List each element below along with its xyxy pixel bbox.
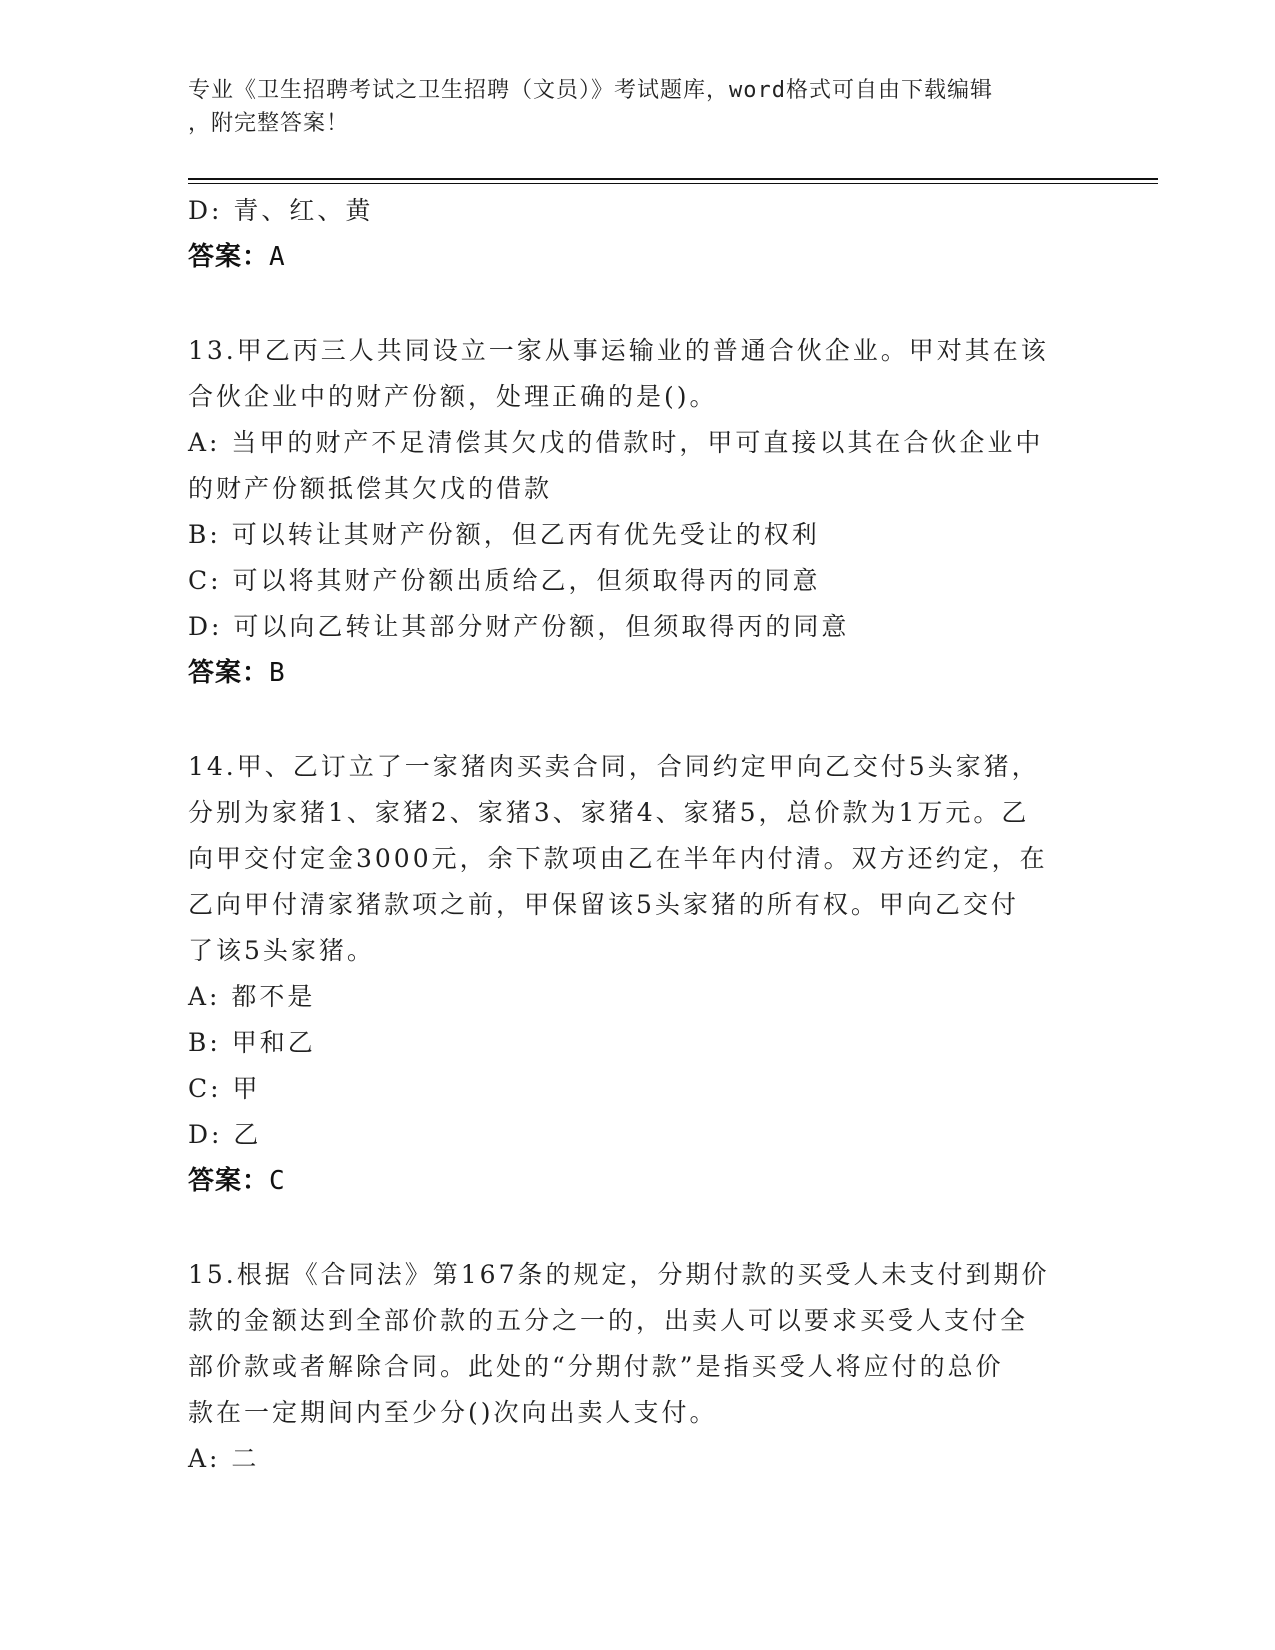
answer-label: 答案：: [188, 658, 270, 688]
header-divider-thick: [188, 178, 1158, 180]
spacer: [188, 696, 1083, 744]
answer-label: 答案：: [188, 242, 270, 272]
spacer: [188, 280, 1083, 328]
option-b: B: 甲和乙: [188, 1028, 316, 1057]
spacer: [188, 1204, 1083, 1252]
question-stem-line: 款的金额达到全部价款的五分之一的，出卖人可以要求买受人支付全: [188, 1306, 1029, 1335]
question-stem-line: 款在一定期间内至少分()次向出卖人支付。: [188, 1398, 718, 1427]
document-header: [188, 74, 1088, 140]
question-stem-line: 分别为家猪1、家猪2、家猪3、家猪4、家猪5，总价款为1万元。乙: [188, 798, 1030, 827]
option-d: D: 可以向乙转让其部分财产份额，但须取得丙的同意: [188, 612, 850, 641]
answer-value: B: [269, 658, 286, 688]
answer-value: A: [269, 242, 286, 272]
question-12-tail: [188, 188, 1083, 280]
answer-line: [188, 234, 1083, 280]
question-stem-line: 向甲交付定金3000元，余下款项由乙在半年内付清。双方还约定，在: [188, 844, 1048, 873]
answer-value: C: [269, 1166, 286, 1196]
option-a: A: 当甲的财产不足清偿其欠戊的借款时，甲可直接以其在合伙企业中: [188, 428, 1044, 457]
question-stem-line: 14.甲、乙订立了一家猪肉买卖合同，合同约定甲向乙交付5头家猪，: [188, 752, 1040, 781]
option-d: D: 乙: [188, 1120, 262, 1149]
option-a-continued: 的财产份额抵偿其欠戊的借款: [188, 474, 553, 503]
question-stem-line: 了该5头家猪。: [188, 936, 375, 965]
question-content: [188, 188, 1083, 1482]
answer-label: 答案：: [188, 1166, 270, 1196]
question-stem-line: 合伙企业中的财产份额，处理正确的是()。: [188, 382, 718, 411]
header-line-1: 专业《卫生招聘考试之卫生招聘（文员）》考试题库，word格式可自由下载编辑: [188, 78, 993, 103]
question-stem-line: 部价款或者解除合同。此处的“分期付款”是指买受人将应付的总价: [188, 1352, 1004, 1381]
question-14: [188, 744, 1083, 1204]
option-b: B: 可以转让其财产份额，但乙丙有优先受让的权利: [188, 520, 820, 549]
option-a: A: 二: [188, 1444, 260, 1473]
question-stem-line: 15.根据《合同法》第167条的规定，分期付款的买受人未支付到期价: [188, 1260, 1050, 1289]
option-d: D: 青、红、黄: [188, 196, 374, 225]
question-13: [188, 328, 1083, 696]
answer-line: [188, 650, 1083, 696]
question-15: [188, 1252, 1083, 1482]
option-a: A: 都不是: [188, 982, 316, 1011]
answer-line: [188, 1158, 1083, 1204]
option-c: C: 甲: [188, 1074, 261, 1103]
header-line-2: ，附完整答案！: [188, 111, 350, 136]
option-c: C: 可以将其财产份额出质给乙，但须取得丙的同意: [188, 566, 821, 595]
header-divider-thin: [188, 183, 1158, 184]
question-stem-line: 乙向甲付清家猪款项之前，甲保留该5头家猪的所有权。甲向乙交付: [188, 890, 1019, 919]
question-stem-line: 13.甲乙丙三人共同设立一家从事运输业的普通合伙企业。甲对其在该: [188, 336, 1049, 365]
